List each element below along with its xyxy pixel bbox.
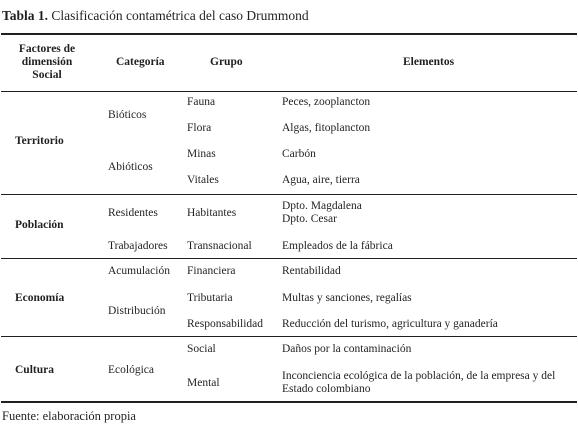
group-tributaria: Tributaria: [187, 292, 233, 304]
table-caption-text: Clasificación contamétrica del caso Drummond: [51, 8, 309, 23]
element-agua: Agua, aire, tierra: [282, 174, 360, 186]
bottom-rule: [1, 401, 577, 403]
section-rule-poblacion: [1, 258, 577, 259]
group-financiera: Financiera: [187, 265, 236, 277]
element-reduccion: Reducción del turismo, agricultura y ganadería: [282, 318, 498, 330]
category-trabajadores: Trabajadores: [108, 240, 168, 252]
header-elementos: Elementos: [403, 56, 455, 68]
section-rule-territorio: [1, 194, 577, 195]
element-rentabilidad: Rentabilidad: [282, 265, 341, 277]
element-multas: Multas y sanciones, regalías: [282, 292, 412, 304]
group-vitales: Vitales: [187, 174, 219, 186]
group-transnacional: Transnacional: [187, 240, 252, 252]
header-factores: Factores de dimensión Social: [18, 43, 76, 81]
group-flora: Flora: [187, 122, 212, 134]
element-inconciencia: Inconciencia ecológica de la población, de la empresa y del Estado colombiano: [282, 370, 556, 395]
section-rule-economia: [1, 336, 577, 337]
category-abioticos: Abióticos: [108, 161, 153, 173]
factor-cultura: Cultura: [15, 364, 54, 376]
factor-territorio: Territorio: [15, 135, 64, 147]
factor-poblacion: Población: [15, 219, 64, 231]
top-rule: [1, 33, 577, 35]
group-mental: Mental: [187, 377, 220, 389]
group-habitantes: Habitantes: [187, 207, 237, 219]
header-categoria: Categoría: [116, 56, 165, 68]
category-acumulacion: Acumulación: [108, 265, 170, 277]
group-minas: Minas: [187, 148, 216, 160]
element-danos: Daños por la contaminación: [282, 343, 412, 355]
category-residentes: Residentes: [108, 207, 158, 219]
element-algas: Algas, fitoplancton: [282, 122, 371, 134]
factor-economia: Economía: [15, 292, 65, 304]
element-magdalena: Dpto. Magdalena: [282, 200, 362, 212]
group-social: Social: [187, 343, 216, 355]
group-fauna: Fauna: [187, 96, 216, 108]
table-caption: [2, 8, 309, 24]
table-caption-label: Tabla 1.: [2, 8, 49, 23]
element-peces: Peces, zooplancton: [282, 96, 371, 108]
header-grupo: Grupo: [210, 56, 243, 68]
element-cesar: Dpto. Cesar: [282, 213, 337, 225]
category-ecologica: Ecológica: [108, 364, 154, 376]
category-bioticos: Bióticos: [108, 109, 147, 121]
element-carbon: Carbón: [282, 148, 316, 160]
header-rule: [1, 91, 577, 92]
group-responsabilidad: Responsabilidad: [187, 318, 264, 330]
category-distribucion: Distribución: [108, 305, 166, 317]
table-source: Fuente: elaboración propia: [2, 409, 136, 423]
element-empleados: Empleados de la fábrica: [282, 240, 393, 252]
